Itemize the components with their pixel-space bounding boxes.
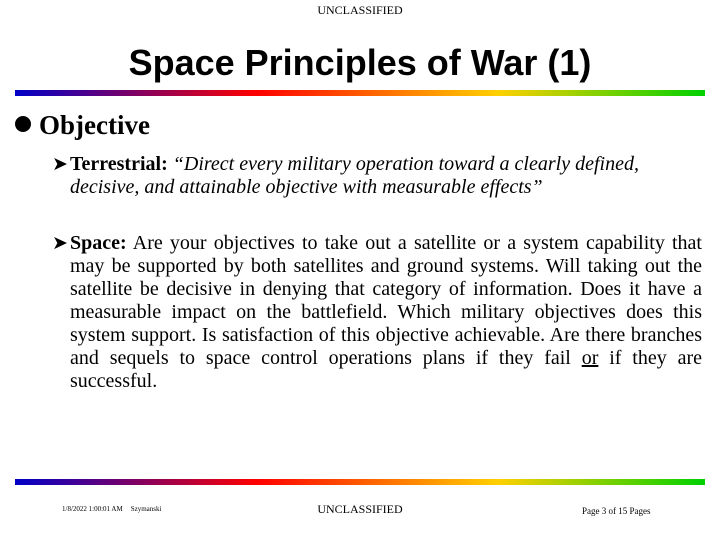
footer-classification: UNCLASSIFIED xyxy=(317,502,403,516)
arrow-bullet-icon: ➤ xyxy=(52,233,68,254)
top-classification-banner: UNCLASSIFIED xyxy=(317,3,403,17)
space-body xyxy=(52,232,702,393)
space-text-part2: if they are successful. xyxy=(70,347,702,392)
sub-bullet-terrestrial xyxy=(52,153,702,199)
top-gradient-rule xyxy=(15,90,705,96)
bullet-dot-icon xyxy=(15,116,31,132)
terrestrial-label: Terrestrial: xyxy=(70,153,168,175)
footer-page-number: Page 3 of 15 Pages xyxy=(582,506,651,516)
footer-author: Szymanski xyxy=(130,505,162,513)
space-text-underlined: or xyxy=(581,347,599,369)
bullet-objective xyxy=(15,110,150,141)
terrestrial-quote: “Direct every military operation toward a clearly defined, decisive, and attainable objective with measurable effects” xyxy=(70,153,639,198)
terrestrial-body xyxy=(52,153,702,199)
arrow-bullet-icon: ➤ xyxy=(52,154,68,175)
space-label: Space: xyxy=(70,232,127,254)
slide-title: Space Principles of War (1) xyxy=(128,42,592,83)
bullet-objective-label: Objective xyxy=(39,110,150,140)
footer-datetime: 1/8/2022 1:00:01 AM xyxy=(62,505,123,513)
sub-bullet-space xyxy=(52,232,702,393)
space-text-part1: Are your objectives to take out a satellite or a system capability that may be supported by both satellites and ground systems. Will taking out the satellite be decisive in denying that category of information. Does it have a measurable impact on the battlefield. Which military objectives does this system support. Is satisfaction of this objective achievable. Are there branches and sequels to space control operations plans if they fail xyxy=(70,232,702,369)
bottom-gradient-rule xyxy=(15,479,705,485)
